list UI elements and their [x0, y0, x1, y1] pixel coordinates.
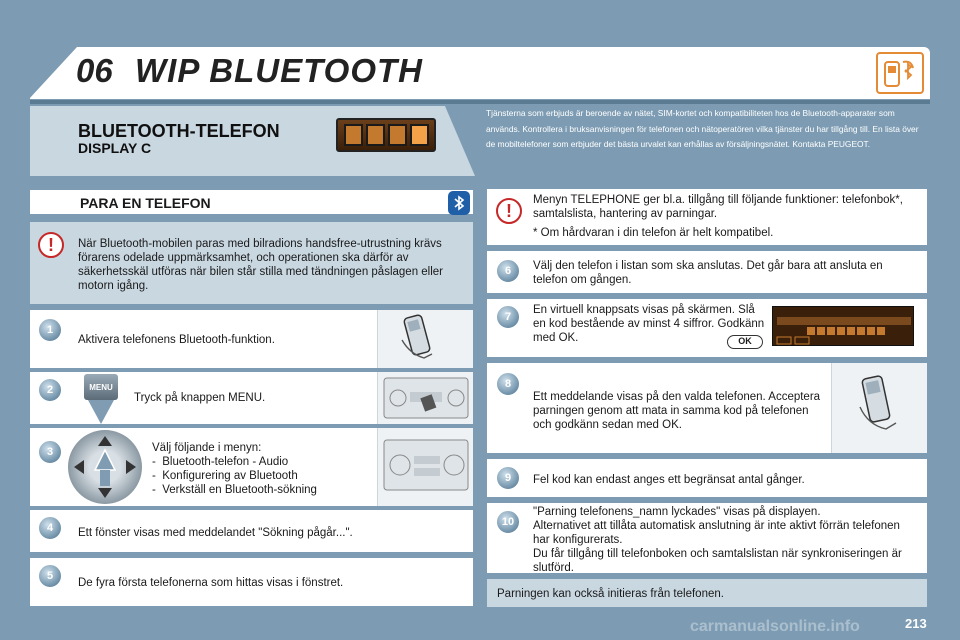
step-3-item-2: - Konfigurering av Bluetooth	[152, 470, 298, 482]
phone-bluetooth-icon	[876, 52, 924, 94]
step-1-text: Aktivera telefonens Bluetooth-funktion.	[78, 334, 275, 346]
step-4-badge: 4	[38, 516, 62, 540]
step-1-phone-image	[377, 310, 473, 368]
step-3-item-1: - Bluetooth-telefon - Audio	[152, 456, 289, 468]
step-10-line-3: Du får tillgång till telefonboken och samtalslistan när synkroniseringen är slutförd.	[533, 548, 902, 574]
step-9-badge: 9	[496, 466, 520, 490]
virtual-keypad-screen	[772, 306, 914, 346]
step-4-text: Ett fönster visas med meddelandet "Sökning pågår...".	[78, 527, 353, 539]
page-number: 213	[905, 616, 927, 631]
step-10-text	[533, 505, 918, 575]
navigation-dial-icon[interactable]	[68, 430, 142, 504]
step-3-intro: Välj följande i menyn:	[152, 442, 262, 454]
step-10-line-1: "Parning telefonens_namn lyckades" visas på displayen.	[533, 506, 821, 518]
warning-icon: !	[38, 232, 64, 258]
section-subtitle: DISPLAY C	[78, 140, 152, 156]
ok-button[interactable]: OK	[727, 335, 763, 349]
step-10-badge: 10	[496, 510, 520, 534]
step-3-radio-image	[377, 428, 473, 506]
step-9-text: Fel kod kan endast anges ett begränsat antal gånger.	[533, 474, 805, 486]
header-stripe	[30, 100, 930, 104]
step-1-badge: 1	[38, 318, 62, 342]
compatibility-notice: Tjänsterna som erbjuds är beroende av nätet, SIM-kortet och kompatibiliteten hos de Bluetooth-apparater som används. Kontrollera i bruksanvisningen för telefonen och nätoperatören vilka tjänster du har tillgång till. En lista över de mobiltelefoner som erbjuder det bästa urvalet kan erhållas av försäljningsnätet. Kontakta PEUGEOT.	[486, 108, 919, 149]
step-5-text: De fyra första telefonerna som hittas visas i fönstret.	[78, 577, 344, 589]
down-arrow-icon	[88, 400, 114, 424]
step-10-line-2: Alternativet att tillåta automatisk anslutning är inte aktivt förrän telefonen har konfigurerats.	[533, 520, 900, 546]
step-6-text: Välj den telefon i listan som ska anslutas. Det går bara att ansluta en telefon om gången.	[533, 260, 883, 286]
chapter-number: 06	[76, 52, 113, 89]
step-2-text: Tryck på knappen MENU.	[134, 392, 266, 404]
step-5-badge: 5	[38, 564, 62, 588]
warning-icon-right: !	[496, 198, 522, 224]
step-8-phone-image	[831, 363, 927, 453]
step-7-text: En virtuell knappsats visas på skärmen. Slå en kod bestående av minst 4 siffror. Godkänn med OK.	[533, 304, 765, 344]
section-title: BLUETOOTH-TELEFON	[78, 121, 280, 141]
step-7-badge: 7	[496, 305, 520, 329]
telephone-menu-footnote: * Om hårdvaran i din telefon är helt kompatibel.	[533, 227, 774, 239]
chapter-title: WIP BLUETOOTH	[135, 52, 423, 89]
pair-warning-text: När Bluetooth-mobilen paras med bilradions handsfree-utrustning krävs förarens odelade uppmärksamhet, och operationen ska därför av säkerhetsskäl utföras när bilen står stilla med tändningen påslagen eller motorn igång.	[78, 238, 444, 292]
watermark: carmanualsonline.info	[690, 618, 860, 635]
footer-note: Parningen kan också initieras från telefonen.	[497, 588, 724, 600]
step-8-badge: 8	[496, 372, 520, 396]
display-c-graphic	[336, 118, 436, 152]
pair-title: PARA EN TELEFON	[80, 195, 211, 211]
step-2-radio-image	[377, 372, 473, 424]
bluetooth-icon	[448, 191, 470, 215]
step-8-text: Ett meddelande visas på den valda telefonen. Acceptera parningen genom att mata in samma kod på telefonen och godkänn sedan med OK.	[533, 391, 821, 431]
menu-button-graphic: MENU	[84, 374, 118, 400]
step-6-badge: 6	[496, 259, 520, 283]
step-3-item-3: - Verkställ en Bluetooth-sökning	[152, 484, 317, 496]
telephone-menu-text: Menyn TELEPHONE ger bl.a. tillgång till följande funktioner: telefonbok*, samtalslista, hantering av parningar.	[533, 194, 903, 220]
step-3-badge: 3	[38, 440, 62, 464]
step-2-badge: 2	[38, 378, 62, 402]
